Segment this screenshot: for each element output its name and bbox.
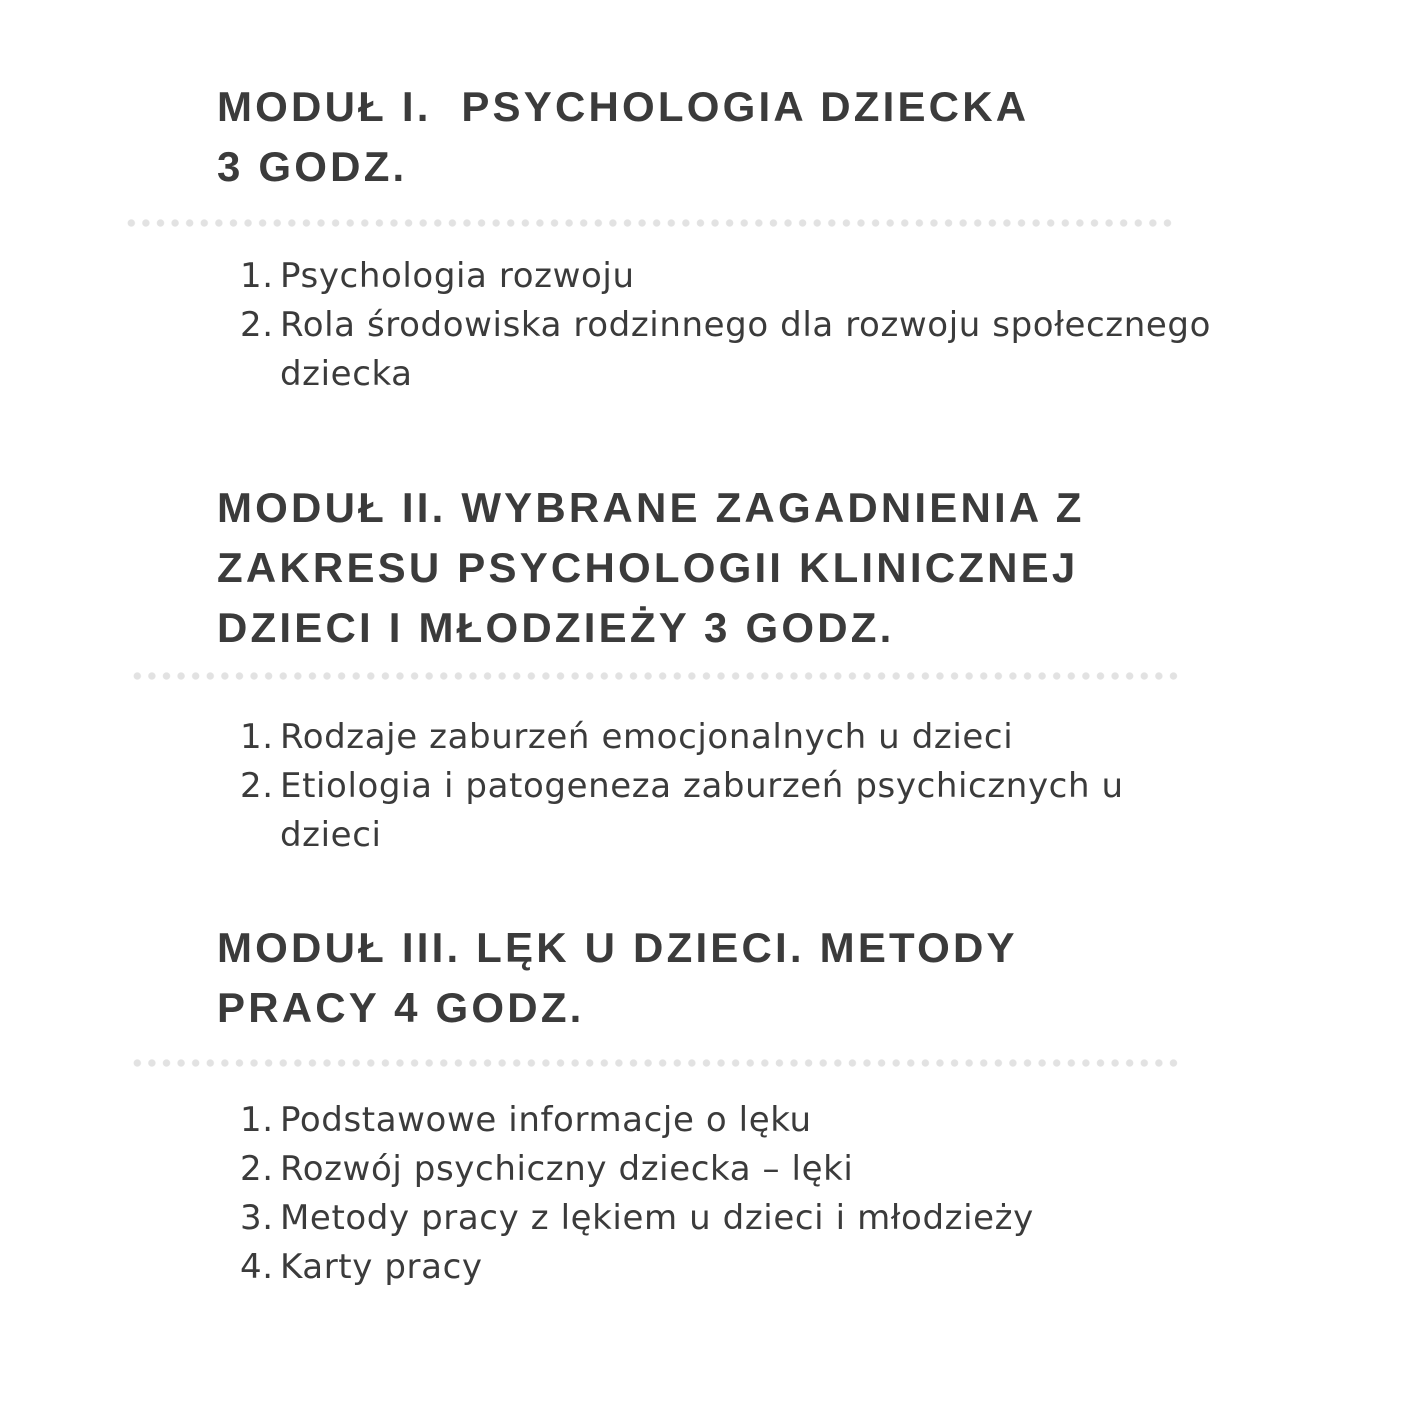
list-item-text: Podstawowe informacje o lęku: [280, 1100, 812, 1140]
list-item-number: 1.: [240, 256, 274, 296]
list-item: [240, 1096, 1300, 1145]
module-1-heading-line-1: MODUŁ I. PSYCHOLOGIA DZIECKA: [217, 83, 1030, 130]
module-2-divider: [130, 671, 1182, 681]
list-item-number: 4.: [240, 1247, 274, 1287]
list-item: [240, 252, 1300, 301]
module-3-heading-line-2: PRACY 4 GODZ.: [217, 984, 585, 1031]
list-item: [240, 713, 1180, 762]
module-3-divider: [130, 1058, 1182, 1068]
list-item-text: Etiologia i patogeneza zaburzeń psychicznych u dzieci: [280, 766, 1124, 855]
list-item-text: Rozwój psychiczny dziecka – lęki: [280, 1149, 854, 1189]
module-1-topic-list: [240, 252, 1300, 399]
list-item-text: Metody pracy z lękiem u dzieci i młodzieży: [280, 1198, 1034, 1238]
module-2-heading-line-2: ZAKRESU PSYCHOLOGII KLINICZNEJ: [217, 544, 1079, 591]
list-item: [240, 1145, 1300, 1194]
module-2-heading-line-3: DZIECI I MŁODZIEŻY 3 GODZ.: [217, 604, 895, 651]
list-item: [240, 1194, 1300, 1243]
module-1-divider: [124, 218, 1176, 228]
module-3-heading-line-1: MODUŁ III. LĘK U DZIECI. METODY: [217, 924, 1018, 971]
module-3-topic-list: [240, 1096, 1300, 1292]
list-item-number: 2.: [240, 766, 274, 806]
module-2-heading-line-1: MODUŁ II. WYBRANE ZAGADNIENIA Z: [217, 484, 1085, 531]
module-2-heading: [217, 478, 1085, 658]
list-item-text: Rola środowiska rodzinnego dla rozwoju społecznego dziecka: [280, 305, 1211, 394]
module-1-heading-line-2: 3 GODZ.: [217, 143, 408, 190]
list-item: [240, 1243, 1300, 1292]
list-item-text: Rodzaje zaburzeń emocjonalnych u dzieci: [280, 717, 1014, 757]
list-item-text: Karty pracy: [280, 1247, 483, 1287]
list-item-text: Psychologia rozwoju: [280, 256, 635, 296]
module-3-heading: [217, 918, 1018, 1038]
list-item-number: 1.: [240, 717, 274, 757]
module-1-heading: [217, 77, 1029, 197]
list-item-number: 2.: [240, 305, 274, 345]
list-item: [240, 301, 1300, 399]
module-2-topic-list: [240, 713, 1180, 860]
list-item-number: 3.: [240, 1198, 274, 1238]
list-item: [240, 762, 1180, 860]
list-item-number: 1.: [240, 1100, 274, 1140]
list-item-number: 2.: [240, 1149, 274, 1189]
